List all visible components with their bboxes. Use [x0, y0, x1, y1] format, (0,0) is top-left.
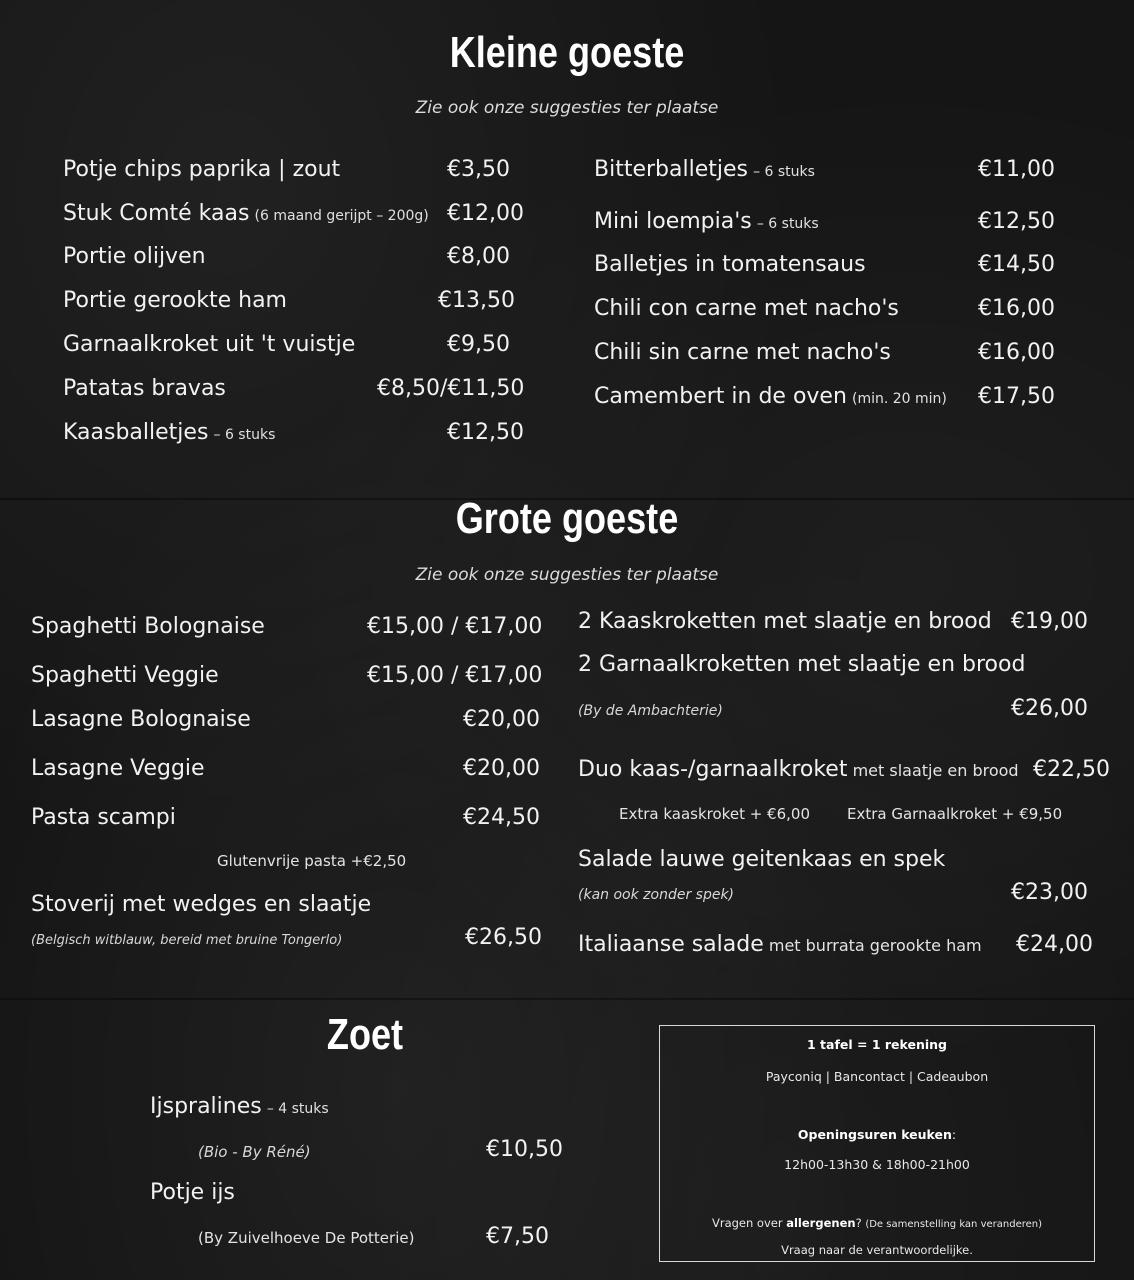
- section-subtitle: Zie ook onze suggesties ter plaatse: [415, 565, 719, 585]
- menu-item: [63, 157, 340, 182]
- item-name: Lasagne Veggie: [31, 756, 205, 781]
- item-price: €12,50: [978, 209, 1055, 234]
- item-name: Portie gerookte ham: [63, 288, 287, 313]
- item-price: €3,50: [447, 157, 510, 182]
- item-name: Garnaalkroket uit 't vuistje: [63, 332, 356, 357]
- item-note: – 6 stuks: [753, 164, 815, 180]
- section-title: Zoet: [326, 1010, 404, 1059]
- item-name: Mini loempia's: [594, 209, 752, 234]
- item-name: Chili sin carne met nacho's: [594, 340, 891, 365]
- item-price: €16,00: [978, 340, 1055, 365]
- item-price: €14,50: [978, 252, 1055, 277]
- item-name: Stuk Comté kaas: [63, 201, 250, 226]
- allergen-post: ?: [855, 1216, 862, 1230]
- item-price: €11,00: [978, 157, 1055, 182]
- item-note: – 4 stuks: [266, 1101, 329, 1117]
- item-note: – 6 stuks: [213, 427, 276, 443]
- item-name: Duo kaas-/garnaalkroket: [578, 757, 848, 782]
- menu-item: [594, 252, 866, 277]
- item-price: €20,00: [463, 707, 540, 732]
- extra-note: Extra kaaskroket + €6,00: [619, 805, 810, 823]
- item-price: €24,00: [1016, 932, 1093, 957]
- item-note: (kan ook zonder spek): [578, 887, 735, 903]
- item-name: Spaghetti Veggie: [31, 663, 219, 688]
- kitchen-hours: 12h00-13h30 & 18h00-21h00: [784, 1157, 970, 1172]
- menu-item: [594, 340, 891, 365]
- item-price: €8,00: [447, 244, 510, 269]
- item-name: Camembert in de oven: [594, 384, 847, 409]
- item-price: €23,00: [1011, 880, 1088, 905]
- menu-item: [594, 209, 819, 234]
- item-price: €8,50/€11,50: [377, 376, 525, 401]
- item-price: €17,50: [978, 384, 1055, 409]
- item-name: Potje chips paprika | zout: [63, 157, 341, 182]
- menu-item: [63, 244, 206, 269]
- menu-item: [578, 757, 1019, 782]
- item-price: €9,50: [447, 332, 510, 357]
- menu-item: [63, 376, 226, 401]
- item-price: €26,00: [1011, 696, 1088, 721]
- kitchen-hours-label: [660, 1127, 1094, 1142]
- item-name: Portie olijven: [63, 244, 206, 269]
- item-name: Lasagne Bolognaise: [31, 707, 251, 732]
- item-price: €16,00: [978, 296, 1055, 321]
- allergen-bold: allergenen: [786, 1216, 856, 1230]
- item-price: €12,50: [447, 420, 524, 445]
- item-name: Bitterballetjes: [594, 157, 748, 182]
- item-name: Pasta scampi: [31, 805, 176, 830]
- section-subtitle: Zie ook onze suggesties ter plaatse: [415, 98, 719, 118]
- item-price: €7,50: [486, 1224, 549, 1249]
- responsible-note: Vraag naar de verantwoordelijke.: [781, 1243, 973, 1257]
- item-price: €22,50: [1033, 757, 1110, 782]
- gluten-note: Glutenvrije pasta +€2,50: [217, 852, 407, 870]
- item-note: (By de Ambachterie): [578, 703, 723, 719]
- menu-item: [594, 157, 815, 182]
- item-name: Potje ijs: [150, 1180, 235, 1205]
- menu-item: [63, 288, 287, 313]
- kitchen-hours-title: Openingsuren keuken: [797, 1127, 952, 1142]
- extra-note: Extra Garnaalkroket + €9,50: [847, 805, 1063, 823]
- item-price: €24,50: [463, 805, 540, 830]
- item-note: met slaatje en brood: [852, 761, 1019, 780]
- section-title: Kleine goeste: [449, 28, 685, 77]
- item-price: €15,00 / €17,00: [367, 663, 543, 688]
- payment-methods: Payconiq | Bancontact | Cadeaubon: [765, 1069, 989, 1084]
- menu-item: [150, 1094, 329, 1119]
- item-price: €19,00: [1011, 609, 1088, 634]
- item-name: Spaghetti Bolognaise: [31, 614, 265, 639]
- menu-item: [594, 384, 947, 409]
- item-name: Italiaanse salade: [578, 932, 764, 957]
- item-price: €10,50: [486, 1137, 563, 1162]
- item-price: €12,00: [447, 201, 524, 226]
- item-name: Stoverij met wedges en slaatje: [31, 892, 372, 917]
- menu-item: [63, 201, 429, 226]
- item-note: (Bio - By Réné): [198, 1143, 311, 1161]
- section-title: Grote goeste: [455, 494, 679, 543]
- item-price: €26,50: [465, 925, 542, 950]
- item-name: Patatas bravas: [63, 376, 226, 401]
- item-note: (Belgisch witblauw, bereid met bruine Tongerlo): [31, 933, 343, 948]
- item-price: €13,50: [438, 288, 515, 313]
- allergen-pre: Vragen over: [711, 1216, 787, 1230]
- item-price: €15,00 / €17,00: [367, 614, 543, 639]
- allergen-note: [660, 1216, 1094, 1230]
- allergen-small: (De samenstelling kan veranderen): [865, 1219, 1043, 1230]
- menu-item: [63, 420, 275, 445]
- item-note: (min. 20 min): [852, 391, 947, 407]
- item-note: (6 maand gerijpt – 200g): [254, 208, 429, 224]
- item-name: Balletjes in tomatensaus: [594, 252, 866, 277]
- item-price: €20,00: [463, 756, 540, 781]
- section-divider: [0, 998, 1134, 1000]
- menu-item: [63, 332, 355, 357]
- item-note: met burrata gerookte ham: [768, 936, 982, 955]
- item-name: Salade lauwe geitenkaas en spek: [578, 847, 946, 872]
- item-name: Chili con carne met nacho's: [594, 296, 899, 321]
- item-name: 2 Kaaskroketten met slaatje en brood: [578, 609, 992, 634]
- item-name: Kaasballetjes: [63, 420, 209, 445]
- menu-item: [578, 932, 982, 957]
- item-name: 2 Garnaalkroketten met slaatje en brood: [578, 652, 1026, 677]
- item-note: (By Zuivelhoeve De Potterie): [198, 1229, 415, 1247]
- info-box: [659, 1025, 1095, 1262]
- item-name: Ijspralines: [150, 1094, 262, 1119]
- item-note: – 6 stuks: [756, 216, 819, 232]
- kitchen-hours-colon: :: [951, 1127, 957, 1142]
- billing-note: 1 tafel = 1 rekening: [806, 1037, 947, 1052]
- menu-item: [594, 296, 899, 321]
